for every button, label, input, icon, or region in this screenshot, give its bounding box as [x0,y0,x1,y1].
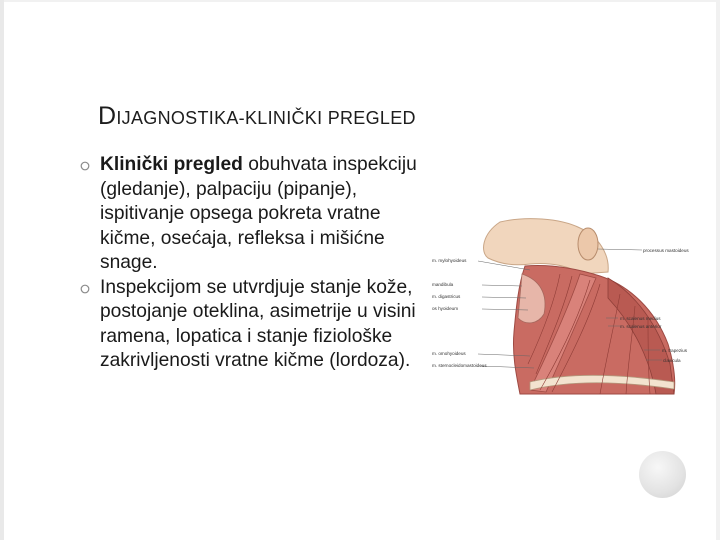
slide-border-top [0,0,720,2]
label-clavicula: clavicula [663,358,681,363]
label-scalenus-anterior: m. scalenus anterior [620,324,662,329]
circle-bullet-icon [80,284,90,294]
bullet-text: obuhvata inspekciju (gledanje), palpaciju (pipanje), ispitivanje opsega pokreta vratne kičme, osećaja, refleksa i mišićne snage. [100,154,417,273]
bullet-item [80,276,425,374]
slide-border-right [716,0,720,540]
label-hyoideum: os hyoideum [432,306,459,311]
neck-muscle-illustration [430,214,692,396]
title-rest: IJAGNOSTIKA-KLINIČKI PREGLED [116,108,416,128]
label-mastoideus: processus mastoideus [643,248,689,253]
label-mylohyoideus: m. mylohyoideus [432,258,467,263]
slide-title [98,102,416,131]
label-digastricus: m. digastricus [432,294,461,299]
label-scalenus-medius: m. scalenus medius [620,316,661,321]
label-mandibula: mandibula [432,282,454,287]
circle-bullet-icon [80,161,90,171]
title-first-letter: D [98,102,117,130]
label-omohyoideus: m. omohyoideus [432,351,466,356]
ear-shape [578,228,598,260]
slide-border-left [0,0,4,540]
label-trapezius: m. trapezius [662,348,688,353]
bullet-item [80,153,425,276]
label-sternocleidomastoideus: m. sternocleidomastoideus [432,363,487,368]
decorative-circle [639,451,686,498]
bullet-text: Inspekcijom se utvrdjuje stanje kože, postojanje oteklina, asimetrije u visini ramena, lopatica i stanje fiziološke zakrivljenosti vratne kičme (lordoza). [100,276,416,371]
bullet-list [80,153,425,374]
bullet-bold-text: Klinički pregled [100,154,243,175]
